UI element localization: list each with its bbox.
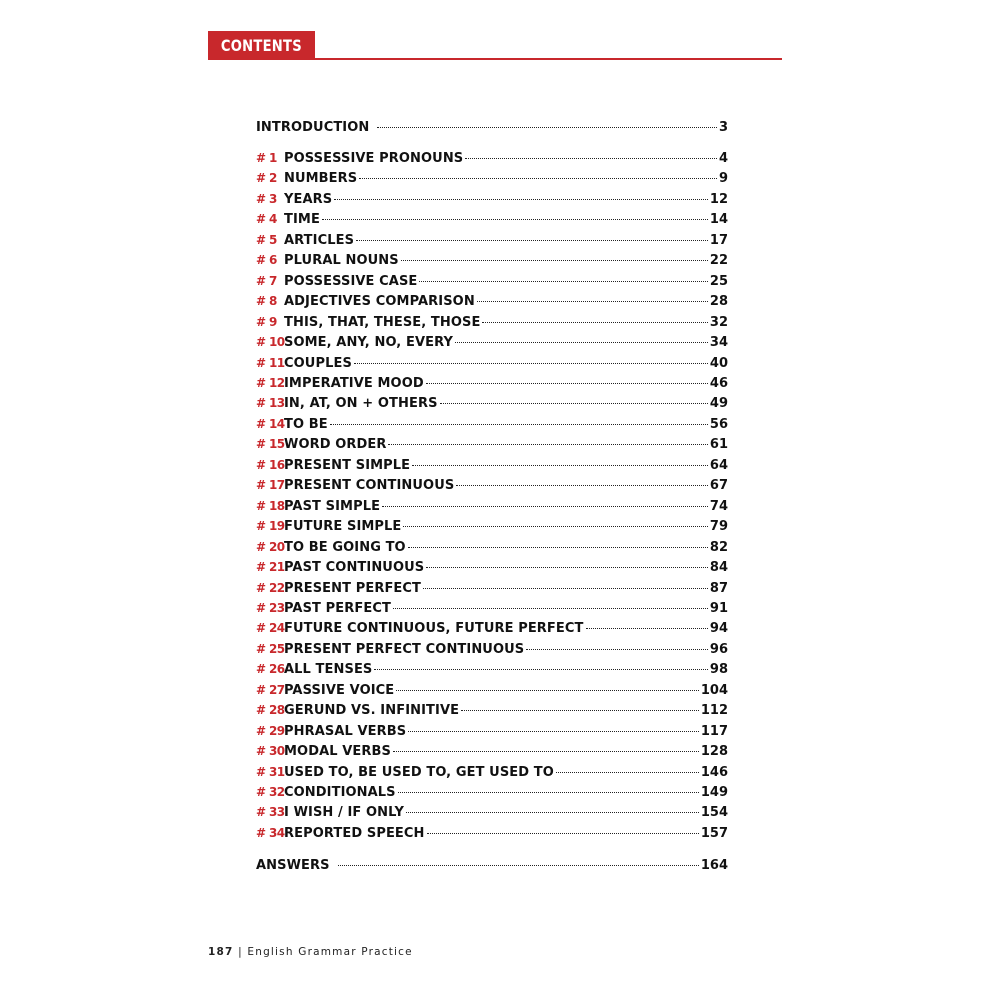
contents-title: CONTENTS [220, 36, 303, 55]
header-rule [315, 58, 782, 60]
toc-entry-title: PAST CONTINUOUS [284, 560, 425, 575]
toc-entry-page: 112 [700, 703, 728, 719]
toc-entry-title: FUTURE SIMPLE [284, 519, 402, 535]
toc-entry-chapter[interactable] [256, 333, 728, 351]
toc-entry-number: # 17 [256, 478, 285, 493]
toc-entry-chapter[interactable] [256, 231, 728, 249]
toc-entry-chapter[interactable] [256, 149, 728, 167]
dot-leader [412, 465, 708, 466]
dot-leader [403, 526, 708, 527]
toc-entry-chapter[interactable] [256, 435, 728, 453]
toc-entry-chapter[interactable] [256, 456, 728, 474]
dot-leader [356, 240, 708, 241]
toc-entry-chapter[interactable] [256, 640, 728, 658]
toc-entry-page: 98 [709, 662, 728, 678]
toc-entry-chapter[interactable] [256, 415, 728, 433]
toc-entry-title: ALL TENSES [284, 662, 373, 678]
toc-entry-number: # 11 [256, 355, 285, 370]
dot-leader [396, 690, 699, 691]
footer-book-title: English Grammar Practice [247, 946, 413, 958]
toc-entry-page: 34 [709, 335, 728, 350]
toc-entry-page: 3 [718, 120, 728, 135]
dot-leader [393, 751, 699, 752]
toc-entry-chapter[interactable] [256, 169, 728, 187]
footer-page-number: 187 [208, 946, 234, 958]
dot-leader [456, 485, 708, 486]
contents-header-badge [208, 31, 315, 60]
toc-entry-number: # 4 [256, 212, 277, 227]
toc-entry-number: # 1 [256, 151, 277, 165]
toc-entry-number: # 7 [256, 273, 277, 288]
toc-entry-title: PRESENT SIMPLE [284, 457, 411, 473]
toc-entry-chapter[interactable] [256, 701, 728, 719]
toc-entry-page: 149 [700, 784, 728, 800]
toc-entry-chapter[interactable] [256, 763, 728, 781]
toc-entry-number: # 19 [256, 519, 285, 534]
toc-entry-title: ARTICLES [284, 232, 355, 248]
toc-entry-number: # 23 [256, 600, 285, 615]
toc-entry-number: # 9 [256, 314, 277, 329]
toc-entry-page: 17 [709, 232, 728, 248]
dot-leader [455, 342, 708, 343]
toc-entry-page: 25 [709, 273, 728, 289]
toc-entry-number: # 12 [256, 375, 285, 390]
toc-entry-chapter[interactable] [256, 660, 728, 678]
toc-entry-page: 4 [718, 151, 728, 166]
toc-entry-title: FUTURE CONTINUOUS, FUTURE PERFECT [284, 621, 584, 637]
toc-entry-page: 9 [718, 171, 728, 187]
toc-entry-title: WORD ORDER [284, 437, 387, 453]
toc-entry-number: # 31 [256, 764, 285, 779]
dot-leader [477, 301, 708, 302]
dot-leader [556, 772, 699, 773]
toc-entry-page: 104 [700, 682, 728, 698]
toc-entry-chapter[interactable] [256, 354, 728, 372]
dot-leader [423, 588, 708, 589]
toc-entry-title: ANSWERS [256, 858, 330, 873]
toc-entry-title: PRESENT CONTINUOUS [284, 478, 455, 494]
dot-leader [330, 424, 708, 425]
toc-entry-title: CONDITIONALS [284, 784, 396, 800]
toc-entry-title: PLURAL NOUNS [284, 253, 399, 269]
dot-leader [461, 710, 699, 711]
toc-entry-page: 82 [709, 539, 728, 555]
toc-entry-title: PHRASAL VERBS [284, 723, 407, 739]
toc-entry-number: # 28 [256, 703, 285, 718]
toc-entry-chapter[interactable] [256, 803, 728, 821]
dot-leader [419, 281, 708, 282]
toc-entry-chapter[interactable] [256, 538, 728, 556]
toc-entry-title: PRESENT PERFECT CONTINUOUS [284, 641, 525, 657]
toc-entry-number: # 16 [256, 457, 285, 472]
toc-entry-number: # 29 [256, 723, 285, 738]
dot-leader [482, 322, 707, 323]
dot-leader [374, 669, 708, 670]
toc-entry-number: # 8 [256, 294, 277, 309]
toc-entry-title: INTRODUCTION [256, 120, 370, 135]
toc-entry-chapter[interactable] [256, 558, 728, 576]
toc-entry-title: PRESENT PERFECT [284, 580, 422, 596]
toc-entry-chapter[interactable] [256, 210, 728, 228]
toc-entry-title: POSSESSIVE CASE [284, 273, 418, 289]
toc-entry-number: # 32 [256, 784, 285, 799]
toc-entry-number: # 20 [256, 539, 285, 554]
toc-entry-title: I WISH / IF ONLY [284, 805, 405, 821]
dot-leader [322, 219, 708, 220]
toc-entry-introduction[interactable] [256, 119, 728, 137]
toc-entry-number: # 2 [256, 171, 277, 186]
toc-entry-page: 128 [700, 744, 728, 759]
toc-entry-title: THIS, THAT, THESE, THOSE [284, 314, 481, 330]
toc-entry-page: 146 [700, 764, 728, 780]
toc-entry-chapter[interactable] [256, 824, 728, 842]
toc-entry-number: # 18 [256, 498, 285, 513]
toc-entry-page: 91 [709, 600, 728, 616]
dot-leader [377, 127, 717, 128]
toc-entry-chapter[interactable] [256, 742, 728, 760]
toc-entry-page: 74 [709, 498, 728, 514]
toc-entry-title: PAST PERFECT [284, 600, 391, 616]
toc-entry-chapter[interactable] [256, 313, 728, 331]
toc-entry-title: COUPLES [284, 355, 352, 371]
toc-entry-title: USED TO, BE USED TO, GET USED TO [284, 764, 554, 780]
toc-entry-page: 56 [709, 416, 728, 432]
dot-leader [526, 649, 708, 650]
toc-entry-page: 164 [700, 858, 728, 873]
toc-entry-page: 117 [700, 723, 728, 739]
toc-entry-number: # 21 [256, 560, 285, 574]
toc-entry-title: MODAL VERBS [284, 744, 391, 759]
dot-leader [465, 158, 717, 159]
toc-entry-title: TIME [284, 212, 320, 228]
dot-leader [426, 383, 708, 384]
dot-leader [393, 608, 708, 609]
toc-entry-page: 32 [709, 314, 728, 330]
dot-leader [427, 833, 699, 834]
toc-entry-page: 84 [709, 560, 728, 575]
toc-entry-chapter[interactable] [256, 497, 728, 515]
toc-entry-chapter[interactable] [256, 251, 728, 269]
dot-leader [426, 567, 708, 568]
dot-leader [586, 628, 708, 629]
toc-entry-number: # 5 [256, 232, 277, 247]
toc-entry-chapter[interactable] [256, 394, 728, 412]
toc-entry-page: 96 [709, 641, 728, 657]
toc-entry-chapter[interactable] [256, 517, 728, 535]
toc-entry-page: 87 [709, 580, 728, 596]
toc-entry-title: YEARS [284, 191, 333, 207]
toc-entry-title: PAST SIMPLE [284, 498, 381, 514]
toc-entry-page: 14 [709, 212, 728, 228]
toc-entry-page: 49 [709, 396, 728, 412]
dot-leader [388, 444, 707, 445]
page-footer [208, 946, 413, 958]
toc-entry-number: # 26 [256, 662, 285, 677]
toc-entry-chapter[interactable] [256, 272, 728, 290]
dot-leader [359, 178, 717, 179]
toc-entry-number: # 3 [256, 191, 277, 206]
dot-leader [440, 403, 708, 404]
toc-entry-page: 154 [700, 805, 728, 821]
dot-leader [406, 812, 699, 813]
toc-entry-chapter[interactable] [256, 599, 728, 617]
toc-entry-number: # 22 [256, 580, 285, 595]
toc-entry-number: # 27 [256, 682, 285, 697]
dot-leader [338, 865, 699, 866]
toc-entry-chapter[interactable] [256, 619, 728, 637]
toc-entry-title: PASSIVE VOICE [284, 682, 395, 698]
dot-leader [401, 260, 708, 261]
toc-entry-page: 67 [709, 478, 728, 494]
toc-entry-title: TO BE GOING TO [284, 539, 406, 555]
toc-entry-title: SOME, ANY, NO, EVERY [284, 335, 454, 350]
toc-entry-chapter[interactable] [256, 681, 728, 699]
toc-entry-page: 79 [709, 519, 728, 535]
toc-entry-number: # 34 [256, 825, 285, 840]
toc-entry-title: IN, AT, ON + OTHERS [284, 396, 438, 412]
toc-entry-number: # 25 [256, 641, 285, 656]
toc-entry-number: # 6 [256, 253, 277, 268]
toc-entry-title: IMPERATIVE MOOD [284, 375, 424, 391]
toc-entry-title: NUMBERS [284, 171, 358, 187]
toc-entry-number: # 30 [256, 744, 285, 758]
toc-entry-number: # 10 [256, 335, 285, 349]
toc-entry-chapter[interactable] [256, 783, 728, 801]
toc-entry-page: 40 [709, 355, 728, 371]
toc-entry-title: POSSESSIVE PRONOUNS [284, 151, 464, 166]
toc-entry-title: ADJECTIVES COMPARISON [284, 294, 475, 310]
toc-entry-title: GERUND VS. INFINITIVE [284, 703, 460, 719]
toc-entry-number: # 24 [256, 621, 285, 636]
toc-entry-page: 46 [709, 375, 728, 391]
toc-entry-answers[interactable] [256, 857, 728, 875]
toc-entry-title: TO BE [284, 416, 328, 432]
toc-entry-page: 94 [709, 621, 728, 637]
toc-entry-chapter[interactable] [256, 374, 728, 392]
dot-leader [382, 506, 708, 507]
dot-leader [334, 199, 708, 200]
dot-leader [398, 792, 699, 793]
toc-entry-page: 12 [709, 191, 728, 207]
toc-entry-chapter[interactable] [256, 722, 728, 740]
toc-entry-number: # 14 [256, 416, 285, 431]
toc-entry-page: 22 [709, 253, 728, 269]
dot-leader [408, 547, 708, 548]
footer-separator: | [238, 946, 243, 958]
toc-entry-page: 28 [709, 294, 728, 310]
toc-entry-chapter[interactable] [256, 579, 728, 597]
toc-entry-number: # 13 [256, 396, 285, 411]
dot-leader [354, 363, 708, 364]
toc-entry-page: 61 [709, 437, 728, 453]
toc-entry-chapter[interactable] [256, 476, 728, 494]
dot-leader [408, 731, 699, 732]
toc-entry-number: # 33 [256, 805, 285, 820]
toc-entry-number: # 15 [256, 437, 285, 452]
toc-entry-chapter[interactable] [256, 292, 728, 310]
toc-entry-title: REPORTED SPEECH [284, 825, 425, 841]
toc-entry-page: 157 [700, 825, 728, 841]
toc-entry-page: 64 [709, 457, 728, 473]
toc-entry-chapter[interactable] [256, 190, 728, 208]
